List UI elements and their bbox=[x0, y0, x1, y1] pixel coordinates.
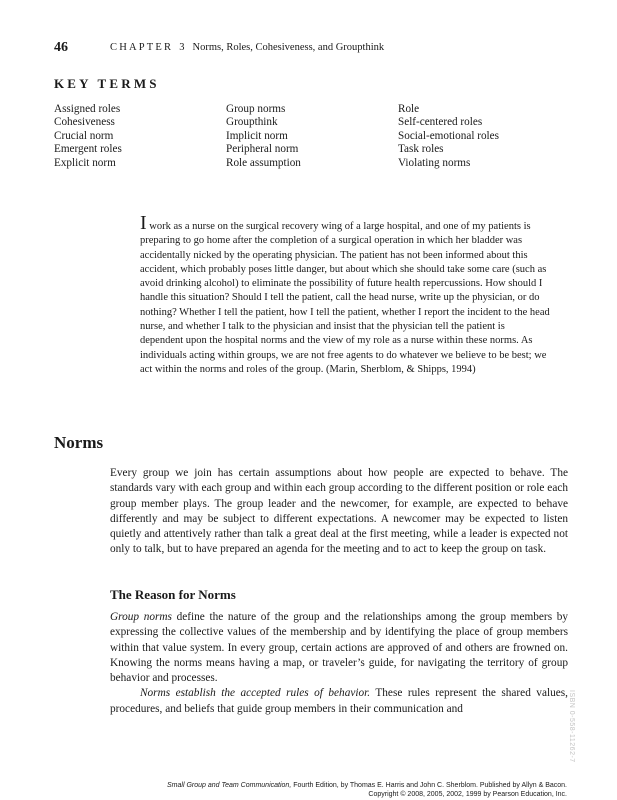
footer-book-title: Small Group and Team Communication, bbox=[167, 782, 292, 789]
key-term: Group norms bbox=[226, 103, 286, 115]
norms-paragraph: Every group we join has certain assumptions about how people are expected to behave. The standards vary with each group and within each group according to the different position or role each group member plays. The group leader and the newcomer, for example, are expected to behave differently and may be subject to different expectations. A newcomer may be expected to listen quietly and attentively rather than talk a great deal at the first meeting, while a leader is expected not only to talk, but to have prepared an agenda for the meeting and to act to keep the group on task. bbox=[110, 467, 568, 556]
reason-paragraph-1 bbox=[110, 610, 568, 686]
key-term: Crucial norm bbox=[54, 129, 114, 142]
key-terms-column-3 bbox=[398, 103, 499, 170]
key-term: Social-emotional roles bbox=[398, 129, 499, 142]
chapter-running-head bbox=[110, 42, 384, 53]
footer-line-1 bbox=[47, 781, 567, 790]
reason-for-norms-body bbox=[110, 610, 568, 717]
key-term: Role assumption bbox=[226, 156, 301, 169]
footer-publication: Fourth Edition, by Thomas E. Harris and John C. Sherblom. Published by Allyn & Bacon. bbox=[291, 782, 567, 789]
copyright-footer bbox=[47, 781, 567, 799]
key-term: Cohesiveness bbox=[54, 116, 115, 129]
key-terms-column-1 bbox=[54, 103, 122, 170]
paragraph-text: These rules represent the shared values, procedures, and beliefs that guide group members in their communication and bbox=[110, 687, 568, 715]
italic-term: Group norms bbox=[110, 611, 172, 623]
key-term: Implicit norm bbox=[226, 129, 288, 142]
key-term: Role bbox=[398, 103, 420, 115]
norms-heading: Norms bbox=[54, 433, 104, 452]
reason-paragraph-2 bbox=[110, 686, 568, 717]
chapter-title: Norms, Roles, Cohesiveness, and Groupthink bbox=[192, 42, 385, 53]
key-term: Peripheral norm bbox=[226, 143, 299, 156]
page-number: 46 bbox=[54, 40, 68, 55]
chapter-label: CHAPTER bbox=[110, 42, 174, 53]
vignette-text: work as a nurse on the surgical recovery wing of a large hospital, and one of my patients is preparing to go home after the completion of a surgical operation in which her bladder was accidentally nicked by the operating physician. The patient has not been informed about this accident, which probably poses little danger, but about which she should take some care (such as avoid drinking alcohol) to eliminate the possibility of future health repercussions. How should I handle this situation? Should I tell the patient, call the head nurse, write up the physician, or do nothing? Whether I tell the patient, how I tell the patient, whether I report the incident to the head nurse, and whether I talk to the physician and insist that the physician tell the patient is dependent upon the hospital norms and the view of my role as a nurse within these norms. As individuals acting within groups, we are not free agents to do whatever we believe to be best; we act within the norms and roles of the group. (Marin, Sherblom, & Shipps, 1994) bbox=[140, 221, 550, 375]
footer-line-2: Copyright © 2008, 2005, 2002, 1999 by Pearson Education, Inc. bbox=[368, 791, 567, 798]
key-terms-heading: KEY TERMS bbox=[54, 76, 160, 91]
key-term: Task roles bbox=[398, 143, 444, 156]
paragraph-text: define the nature of the group and the relationships among the group members by expressing the collective values of the membership and by identifying the place of group members within that value system. In every group, certain actions are approved of and others are frowned on. Knowing the norms means having a map, or traveler’s guide, for navigating the territory of group behavior and processes. bbox=[110, 611, 569, 685]
key-term: Violating norms bbox=[398, 156, 471, 169]
drop-cap: I bbox=[140, 212, 147, 234]
key-term: Emergent roles bbox=[54, 143, 122, 156]
key-term: Self-centered roles bbox=[398, 116, 483, 129]
chapter-number: 3 bbox=[179, 42, 185, 53]
reason-for-norms-heading: The Reason for Norms bbox=[110, 587, 236, 602]
opening-vignette bbox=[140, 212, 550, 377]
key-term: Groupthink bbox=[226, 116, 278, 129]
key-terms-column-2 bbox=[226, 103, 301, 170]
key-term: Explicit norm bbox=[54, 156, 116, 169]
italic-term: Norms establish the accepted rules of behavior. bbox=[140, 687, 371, 700]
key-term: Assigned roles bbox=[54, 103, 121, 115]
side-isbn: ISBN 0-558-11262-7 bbox=[568, 690, 575, 763]
